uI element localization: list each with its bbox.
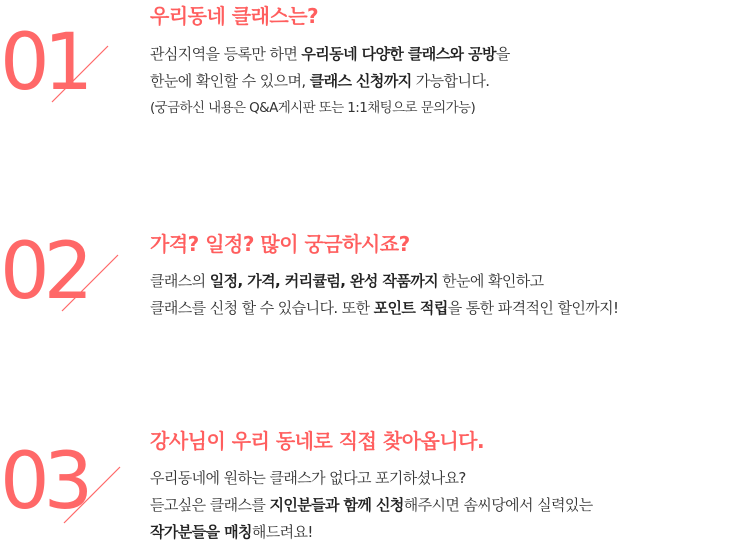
feature-title: 가격? 일정? 많이 궁금하시죠? <box>150 232 410 256</box>
feature-description <box>150 268 618 322</box>
text-run-bold: 일정, 가격, 커리큘럼, 완성 작품까지 <box>209 272 438 290</box>
desc-note: (궁금하신 내용은 Q&A게시판 또는 1:1채팅으로 문의가능) <box>150 100 476 116</box>
desc-line <box>150 295 618 322</box>
desc-line <box>150 41 510 68</box>
text-run: 해드려요! <box>251 523 313 541</box>
feature-description <box>150 465 593 546</box>
desc-line <box>150 519 593 546</box>
text-run: 듣고싶은 클래스를 <box>150 496 270 514</box>
text-run: 을 통한 파격적인 할인까지! <box>447 299 619 317</box>
feature-number: 03 <box>0 437 88 527</box>
text-run-bold: 포인트 적립 <box>373 299 448 317</box>
text-run: 클래스의 <box>150 272 210 290</box>
text-run: 가능합니다. <box>411 72 490 90</box>
feature-number: 02 <box>0 227 88 317</box>
text-run: 한눈에 확인하고 <box>437 272 544 290</box>
diagonal-line-icon <box>62 465 122 525</box>
diagonal-line-icon <box>60 253 120 313</box>
text-run-bold: 우리동네 다양한 클래스와 공방 <box>301 45 496 63</box>
text-run: 해주시면 솜씨당에서 실력있는 <box>403 496 593 514</box>
text-run: 관심지역을 등록만 하면 <box>150 45 302 63</box>
diagonal-line-icon <box>50 44 110 104</box>
text-run: 한눈에 확인할 수 있으며, <box>150 72 310 90</box>
feature-number: 01 <box>0 18 88 108</box>
text-run: 우리동네에 원하는 클래스가 없다고 포기하셨나요? <box>150 469 466 487</box>
desc-line <box>150 492 593 519</box>
desc-line <box>150 68 510 95</box>
text-run: 을 <box>495 45 510 63</box>
text-run: 클래스를 신청 할 수 있습니다. 또한 <box>150 299 374 317</box>
feature-title: 강사님이 우리 동네로 직접 찾아옵니다. <box>150 429 485 453</box>
text-run-bold: 작가분들을 매칭 <box>150 523 252 541</box>
text-run-bold: 지인분들과 함께 신청 <box>269 496 404 514</box>
desc-line <box>150 268 618 295</box>
desc-line <box>150 465 593 492</box>
feature-description <box>150 41 510 122</box>
text-run-bold: 클래스 신청까지 <box>309 72 412 90</box>
feature-title: 우리동네 클래스는? <box>150 4 319 28</box>
